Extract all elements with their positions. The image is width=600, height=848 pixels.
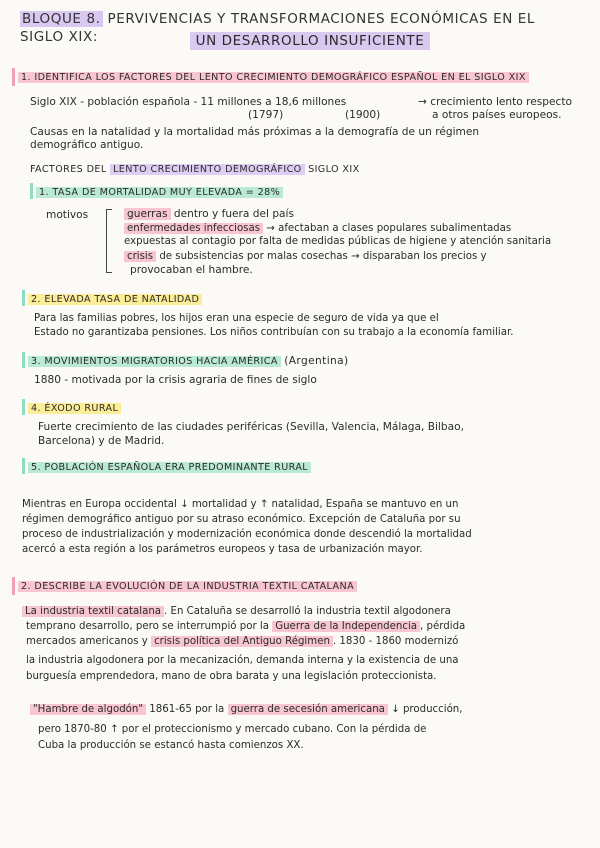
q1-line1-right: → crecimiento lento respecto <box>418 96 573 108</box>
f3-title <box>28 355 349 368</box>
p5-line1: Mientras en Europa occidental ↓ mortalidad y ↑ natalidad, España se mantuvo en un <box>22 499 459 510</box>
f2-title <box>28 293 202 306</box>
q2-l2-hl: Guerra de la Independencia <box>272 621 420 632</box>
q2-line1 <box>22 605 451 618</box>
f2-title-text: 2. ELEVADA TASA DE NATALIDAD <box>28 294 202 305</box>
page-subtitle: UN DESARROLLO INSUFICIENTE <box>190 32 431 50</box>
q1-heading-text: 1. IDENTIFICA LOS FACTORES DEL LENTO CRECIMIENTO DEMOGRÁFICO ESPAÑOL EN EL SIGLO XIX <box>18 72 529 83</box>
f3-marker <box>22 352 25 368</box>
p5-line4: acercó a esta región a los parámetros europeos y tasa de urbanización mayor. <box>22 544 423 555</box>
f5-marker <box>22 458 25 474</box>
q2-l6-post: ↓ producción, <box>391 704 463 715</box>
q2-line7: pero 1870-80 ↑ por el proteccionismo y mercado cubano. Con la pérdida de <box>38 724 427 735</box>
p5-line2: régimen demográfico antiguo por su atraso económico. Excepción de Cataluña por su <box>22 514 461 525</box>
q2-line2 <box>26 620 465 633</box>
q2-line8: Cuba la producción se estancó hasta comienzos XX. <box>38 740 304 751</box>
q2-l6-mid: 1861-65 por la <box>149 704 225 715</box>
q2-line6 <box>30 703 463 716</box>
f5-title <box>28 461 311 474</box>
q1-line3: demográfico antiguo. <box>30 139 144 151</box>
f2-line1: Para las familias pobres, los hijos eran una especie de seguro de vida ya que el <box>34 313 439 324</box>
factores-pre: FACTORES DEL <box>30 164 107 175</box>
motivo-guerras <box>124 208 294 221</box>
f1-title <box>36 186 283 199</box>
q1-line2: Causas en la natalidad y la mortalidad más próximas a la demografía de un régimen <box>30 126 480 138</box>
q1-line1-right2: a otros países europeos. <box>432 109 562 121</box>
motivo-guerras-text: dentro y fuera del país <box>173 208 295 220</box>
q2-l3-pre: mercados americanos y <box>26 636 148 647</box>
motivo-crisis-hl: crisis <box>124 251 156 262</box>
title-text: PERVIVENCIAS Y TRANSFORMACIONES ECONÓMICAS EN EL SIGLO XIX: <box>20 11 536 45</box>
f3-paren: (Argentina) <box>284 355 349 367</box>
f3-title-text: 3. MOVIMIENTOS MIGRATORIOS HACIA AMÉRICA <box>28 356 281 367</box>
motivo-crisis-cont: provocaban el hambre. <box>130 264 253 276</box>
q2-line5: burguesía emprendedora, mano de obra barata y una legislación proteccionista. <box>26 671 437 682</box>
q1-year2: (1900) <box>345 109 381 121</box>
f2-line2: Estado no garantizaba pensiones. Los niños contribuían con su trabajo a la economía familiar. <box>34 327 514 338</box>
factores-highlight: LENTO CRECIMIENTO DEMOGRÁFICO <box>110 164 305 175</box>
q2-l2-pre: temprano desarrollo, pero se interrumpió por la <box>26 621 269 632</box>
q2-l2-post: , pérdida <box>420 621 466 632</box>
motivo-crisis-text: de subsistencias por malas cosechas → disparaban los precios y <box>159 251 487 262</box>
f4-line1: Fuerte crecimiento de las ciudades periféricas (Sevilla, Valencia, Málaga, Bilbao, <box>38 421 464 433</box>
f5-title-text: 5. POBLACIÓN ESPAÑOLA ERA PREDOMINANTE RURAL <box>28 462 311 473</box>
q2-l6-hl2: guerra de secesión americana <box>228 704 388 715</box>
q1-heading <box>18 71 529 84</box>
q2-l3-hl: crisis política del Antiguo Régimen <box>151 636 333 647</box>
motivo-crisis <box>124 250 487 263</box>
q2-line3 <box>26 635 458 648</box>
motivo-enfermedades <box>124 222 511 235</box>
f3-line1: 1880 - motivada por la crisis agraria de fines de siglo <box>34 374 317 386</box>
title-block-label: BLOQUE 8. <box>22 11 101 27</box>
motivos-label: motivos <box>46 209 89 221</box>
q2-heading-text: 2. DESCRIBE LA EVOLUCIÓN DE LA INDUSTRIA TEXTIL CATALANA <box>18 581 357 592</box>
q1-line1: Siglo XIX - población española - 11 millones a 18,6 millones <box>30 96 347 108</box>
q2-line4: la industria algodonera por la mecanización, demanda interna y la existencia de una <box>26 655 459 666</box>
q2-l3-post: . 1830 - 1860 modernizó <box>332 636 459 647</box>
motivo-enfermedades-text: → afectaban a clases populares subalimentadas <box>266 223 512 234</box>
subtitle-wrap <box>0 30 600 50</box>
factores-post: SIGLO XIX <box>308 164 360 175</box>
q2-heading <box>18 580 357 593</box>
f4-line2: Barcelona) y de Madrid. <box>38 435 165 447</box>
q2-l6-hl: "Hambre de algodón" <box>30 704 146 715</box>
q1-marker <box>12 68 15 86</box>
motivo-guerras-hl: guerras <box>124 208 171 220</box>
q2-l1-text: . En Cataluña se desarrolló la industria textil algodonera <box>164 606 451 617</box>
f4-marker <box>22 399 25 415</box>
f2-marker <box>22 290 25 306</box>
f1-title-text: 1. TASA DE MORTALIDAD MUY ELEVADA = 28% <box>36 187 283 198</box>
factores-line <box>30 163 360 176</box>
p5-line3: proceso de industrialización y modernización económica donde descendió la mortalidad <box>22 529 472 540</box>
f1-marker <box>30 183 33 199</box>
motivo-enfermedades-hl: enfermedades infecciosas <box>124 223 263 234</box>
q2-l1-hl: La industria textil catalana <box>22 606 164 617</box>
q1-year1: (1797) <box>248 109 284 121</box>
q2-marker <box>12 577 15 595</box>
f4-title <box>28 402 121 415</box>
motivo-enfermedades-cont: expuestas al contagio por falta de medidas públicas de higiene y atención sanitaria <box>124 236 552 247</box>
f4-title-text: 4. ÉXODO RURAL <box>28 403 121 414</box>
motivos-bracket <box>106 209 112 273</box>
